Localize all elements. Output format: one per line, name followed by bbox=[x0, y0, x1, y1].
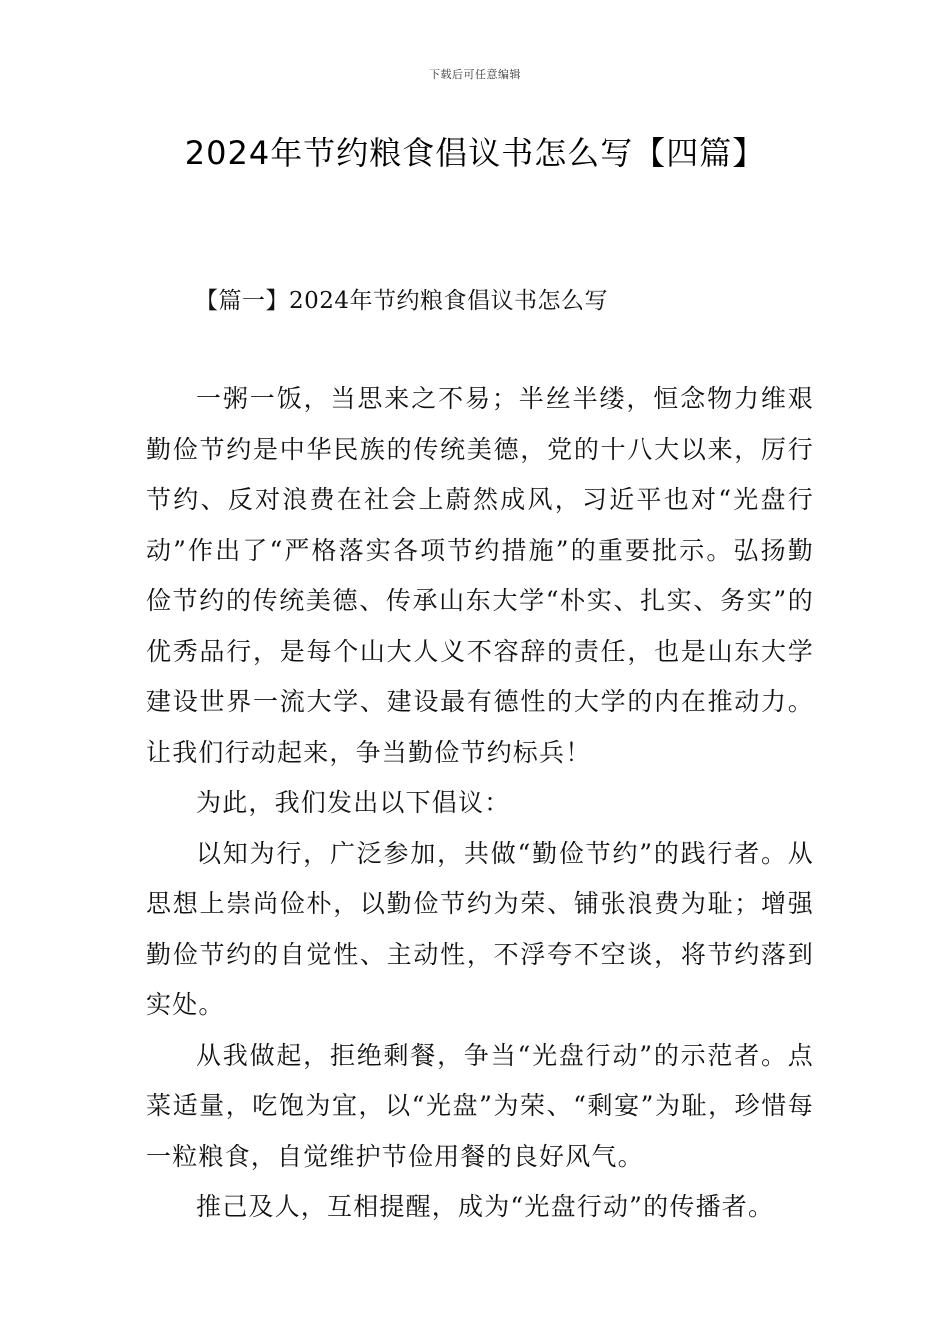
document-title: 2024年节约粮食倡议书怎么写【四篇】 bbox=[184, 134, 766, 172]
paragraph: 为此，我们发出以下倡议： bbox=[196, 788, 511, 817]
paragraph: 推己及人，互相提醒，成为“光盘行动”的传播者。 bbox=[196, 1192, 775, 1221]
paragraph: 以知为行，广泛参加，共做“勤俭节约”的践行者。从思想上崇尚俭朴，以勤俭节约为荣、铺张浪费为耻；增强勤俭节约的自觉性、主动性，不浮夸不空谈，将节约落到实处。 bbox=[146, 838, 814, 1019]
body-text bbox=[146, 374, 814, 1233]
header-note: 下载后可任意编辑 bbox=[429, 68, 521, 81]
paragraph: 从我做起，拒绝剩餐，争当“光盘行动”的示范者。点菜适量，吃饱为宜，以“光盘”为荣、“剩宴”为耻，珍惜每一粒粮食，自觉维护节俭用餐的良好风气。 bbox=[146, 1040, 814, 1171]
section-heading: 【篇一】2024年节约粮食倡议书怎么写 bbox=[195, 288, 609, 314]
paragraph: 一粥一饭，当思来之不易；半丝半缕，恒念物力维艰勤俭节约是中华民族的传统美德，党的十八大以来，厉行节约、反对浪费在社会上蔚然成风，习近平也对“光盘行动”作出了“严格落实各项节约措施”的重要批示。弘扬勤俭节约的传统美德、传承山东大学“朴实、扎实、务实”的优秀品行，是每个山大人义不容辞的责任，也是山东大学建设世界一流大学、建设最有德性的大学的内在推动力。让我们行动起来，争当勤俭节约标兵！ bbox=[146, 384, 814, 767]
